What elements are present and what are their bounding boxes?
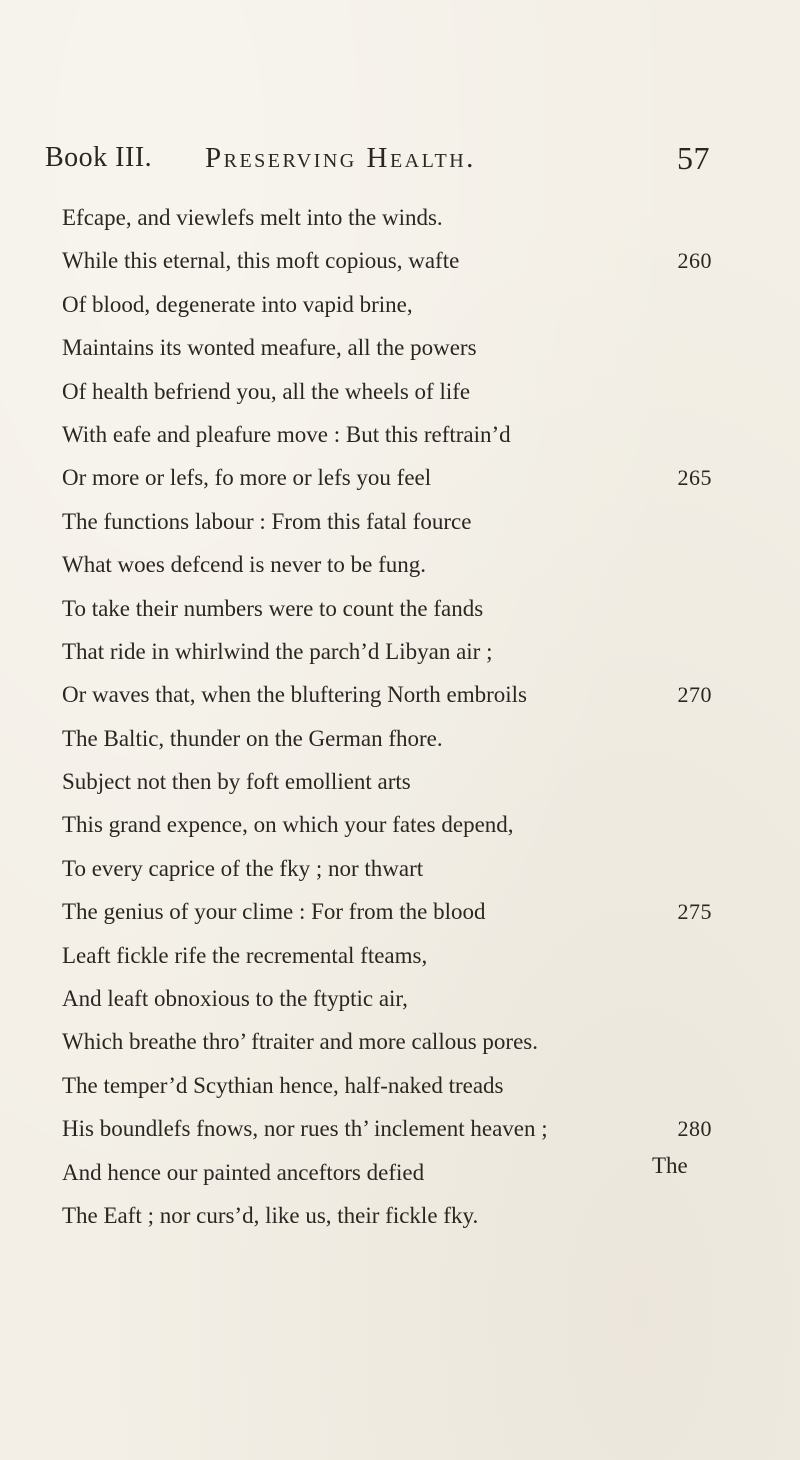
verse-text: That ride in whirlwind the parch’d Libyan air ; [62,638,493,664]
verse-text: The Eaft ; nor curs’d, like us, their fickle fky. [62,1202,479,1228]
running-title: Preserving Health. [205,142,476,174]
verse-text: Of blood, degenerate into vapid brine, [62,291,413,317]
running-head [45,142,710,182]
line-number: 260 [677,248,712,274]
verse-line [62,500,712,543]
verse-text: Of health befriend you, all the wheels of life [62,378,471,404]
verse-text: To every caprice of the fky ; nor thwart [62,855,424,881]
verse-text: And hence our painted anceftors defied [62,1159,425,1185]
verse-line [62,456,712,499]
verse-line [62,196,712,239]
verse-text: To take their numbers were to count the fands [62,595,484,621]
verse-line [62,803,712,846]
verse-line [62,934,712,977]
line-number: 275 [677,899,712,925]
verse-text: The temper’d Scythian hence, half-naked treads [62,1072,504,1098]
verse-text: His boundlefs fnows, nor rues th’ inclement heaven ; [62,1116,548,1142]
verse-line [62,283,712,326]
verse-line [62,1151,712,1194]
verse-text: Or more or lefs, fo more or lefs you feel [62,465,432,491]
verse-text: Maintains its wonted meafure, all the powers [62,335,477,361]
verse-line [62,1064,712,1107]
line-number: 280 [677,1116,712,1142]
verse-text: And leaft obnoxious to the ftyptic air, [62,986,408,1012]
line-number: 265 [677,465,712,491]
verse-line [62,1107,712,1150]
page-number: 57 [677,140,710,176]
catchword: The [652,1153,688,1178]
verse-text: This grand expence, on which your fates depend, [62,812,514,838]
verse-line [62,717,712,760]
verse-line [62,543,712,586]
verse-line [62,239,712,282]
verse-text: What woes defcend is never to be fung. [62,552,427,578]
verse-line [62,630,712,673]
verse-text: The genius of your clime : For from the blood [62,899,486,925]
book-number: Book III. [45,142,153,173]
verse-text: While this eternal, this moft copious, wafte [62,248,460,274]
verse-text: With eafe and pleafure move : But this reftrain’d [62,421,511,447]
verse-line [62,370,712,413]
verse-line [62,413,712,456]
poem-body [62,196,712,1237]
verse-line [62,326,712,369]
verse-line [62,847,712,890]
verse-line [62,977,712,1020]
verse-line [62,760,712,803]
verse-text: Or waves that, when the bluftering North embroils [62,682,527,708]
verse-line [62,587,712,630]
verse-text: Efcape, and viewlefs melt into the winds. [62,205,443,230]
verse-line [62,890,712,933]
verse-text: Subject not then by foft emollient arts [62,769,411,795]
verse-text: The functions labour : From this fatal fource [62,508,472,534]
verse-line [62,673,712,716]
verse-line [62,1020,712,1063]
verse-line [62,1194,712,1237]
verse-text: Leaft fickle rife the recremental fteams, [62,942,428,968]
verse-text: Which breathe thro’ ftraiter and more callous pores. [62,1029,538,1055]
line-number: 270 [677,682,712,708]
verse-text: The Baltic, thunder on the German fhore. [62,725,443,751]
